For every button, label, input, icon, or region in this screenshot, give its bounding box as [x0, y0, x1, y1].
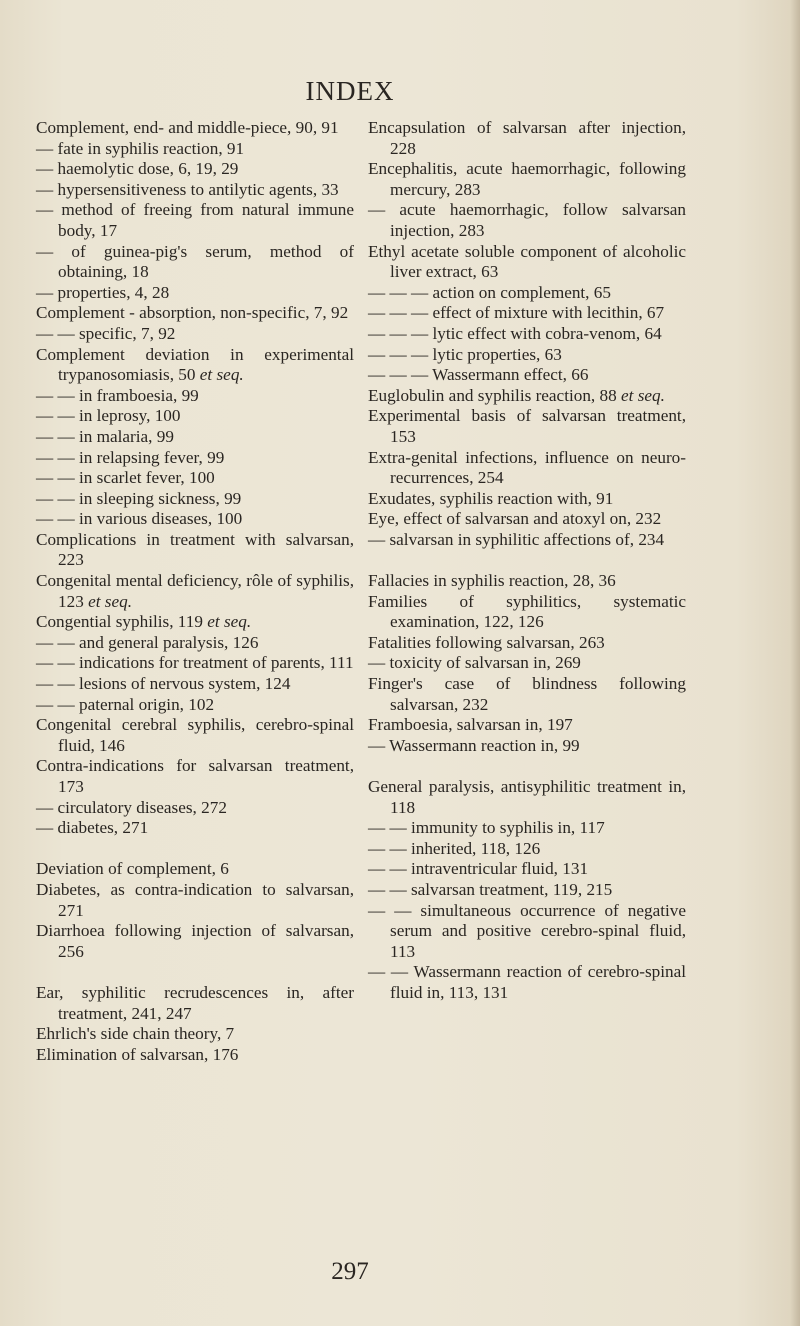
index-entry: Diarrhoea following injection of salvarsan, 256	[36, 921, 354, 961]
index-entry: Ethyl acetate soluble component of alcoholic liver extract, 63	[368, 241, 686, 282]
page-edge-shadow	[790, 0, 800, 1326]
index-entry: Encephalitis, acute haemorrhagic, following mercury, 283	[368, 159, 686, 199]
index-entry: Complications in treatment with salvarsan, 223	[36, 529, 354, 570]
index-entry: — salvarsan in syphilitic affections of, 234	[368, 529, 665, 549]
index-entry: Encapsulation of salvarsan after injection, 228	[368, 118, 686, 158]
index-entry: Elimination of salvarsan, 176	[36, 1044, 239, 1064]
index-entry: Fallacies in syphilis reaction, 28, 36	[368, 571, 616, 591]
index-entry: — — in various diseases, 100	[36, 509, 243, 529]
index-entry: — — — action on complement, 65	[368, 282, 611, 302]
index-entry: — — in framboesia, 99	[36, 385, 199, 405]
index-entry: — — lesions of nervous system, 124	[36, 674, 291, 694]
index-entry: General paralysis, antisyphilitic treatment in, 118	[368, 777, 686, 817]
index-entry: — hypersensitiveness to antilytic agents, 33	[36, 179, 339, 199]
index-entry: Contra-indications for salvarsan treatment, 173	[36, 756, 354, 796]
index-entry: — — intraventricular fluid, 131	[368, 859, 589, 879]
index-entry: — acute haemorrhagic, follow salvarsan injection, 283	[368, 200, 686, 240]
section-gap	[36, 839, 354, 860]
index-entry: — — Wassermann reaction of cerebro-spinal fluid in, 113, 131	[368, 962, 686, 1002]
index-entry: Extra-genital infections, influence on neuro-recurrences, 254	[368, 447, 686, 488]
index-entry: Congential syphilis, 119 et seq.	[36, 612, 252, 632]
index-entry: Ehrlich's side chain theory, 7	[36, 1024, 235, 1044]
index-entry: Complement deviation in experimental trypanosomiasis, 50 et seq.	[36, 344, 354, 385]
section-gap	[36, 962, 354, 983]
index-entry: Complement - absorption, non-specific, 7, 92	[36, 303, 349, 323]
index-entry: — — — Wassermann effect, 66	[368, 365, 589, 385]
index-entry: — — and general paralysis, 126	[36, 632, 259, 652]
index-entry: — properties, 4, 28	[36, 282, 170, 302]
page-number: 297	[331, 1258, 369, 1285]
right-column	[368, 118, 686, 1004]
left-column	[36, 118, 354, 1065]
index-entry: — — in relapsing fever, 99	[36, 447, 225, 467]
index-entry: Framboesia, salvarsan in, 197	[368, 715, 573, 735]
index-entry: Diabetes, as contra-indication to salvarsan, 271	[36, 879, 354, 920]
index-entry: — — indications for treatment of parents, 111	[36, 653, 354, 673]
index-entry: Fatalities following salvarsan, 263	[368, 632, 605, 652]
index-entry: — — — lytic properties, 63	[368, 344, 562, 364]
index-entry: Congenital mental deficiency, rôle of syphilis, 123 et seq.	[36, 571, 354, 611]
section-gap	[368, 550, 686, 571]
page-title: INDEX	[305, 76, 395, 106]
index-entry: — diabetes, 271	[36, 818, 149, 838]
index-entry: — fate in syphilis reaction, 91	[36, 138, 245, 158]
index-entry: — — paternal origin, 102	[36, 694, 215, 714]
index-entry: — — inherited, 118, 126	[368, 838, 541, 858]
index-entry: Exudates, syphilis reaction with, 91	[368, 488, 614, 508]
index-entry: — — simultaneous occurrence of negative serum and positive cerebro-spinal fluid, 113	[368, 900, 686, 961]
index-entry: — haemolytic dose, 6, 19, 29	[36, 159, 239, 179]
index-entry: — — immunity to syphilis in, 117	[368, 818, 605, 838]
index-entry: — — — effect of mixture with lecithin, 67	[368, 303, 665, 323]
index-entry: — — in sleeping sickness, 99	[36, 488, 242, 508]
index-entry: Ear, syphilitic recrudescences in, after treatment, 241, 247	[36, 982, 354, 1023]
index-entry: — toxicity of salvarsan in, 269	[368, 653, 581, 673]
index-entry: — circulatory diseases, 272	[36, 797, 227, 817]
index-entry: — — in malaria, 99	[36, 426, 174, 446]
index-entry: Eye, effect of salvarsan and atoxyl on, 232	[368, 509, 662, 529]
index-entry: — Wassermann reaction in, 99	[368, 735, 580, 755]
index-entry: Experimental basis of salvarsan treatment, 153	[368, 406, 686, 446]
section-gap	[368, 756, 686, 777]
index-entry: — — specific, 7, 92	[36, 323, 176, 343]
index-entry: — — in leprosy, 100	[36, 406, 181, 426]
index-entry: Complement, end- and middle-piece, 90, 91	[36, 118, 339, 137]
index-entry: Euglobulin and syphilis reaction, 88 et seq.	[368, 385, 665, 405]
index-entry: Congenital cerebral syphilis, cerebro-spinal fluid, 146	[36, 715, 354, 755]
index-entry: — — salvarsan treatment, 119, 215	[368, 879, 613, 899]
index-entry: — method of freeing from natural immune body, 17	[36, 200, 354, 240]
index-entry: — — in scarlet fever, 100	[36, 468, 215, 488]
index-entry: Families of syphilitics, systematic examination, 122, 126	[368, 591, 686, 632]
index-entry: — of guinea-pig's serum, method of obtaining, 18	[36, 241, 354, 282]
index-entry: — — — lytic effect with cobra-venom, 64	[368, 323, 662, 343]
index-entry: Finger's case of blindness following salvarsan, 232	[368, 674, 686, 714]
index-entry: Deviation of complement, 6	[36, 859, 229, 879]
